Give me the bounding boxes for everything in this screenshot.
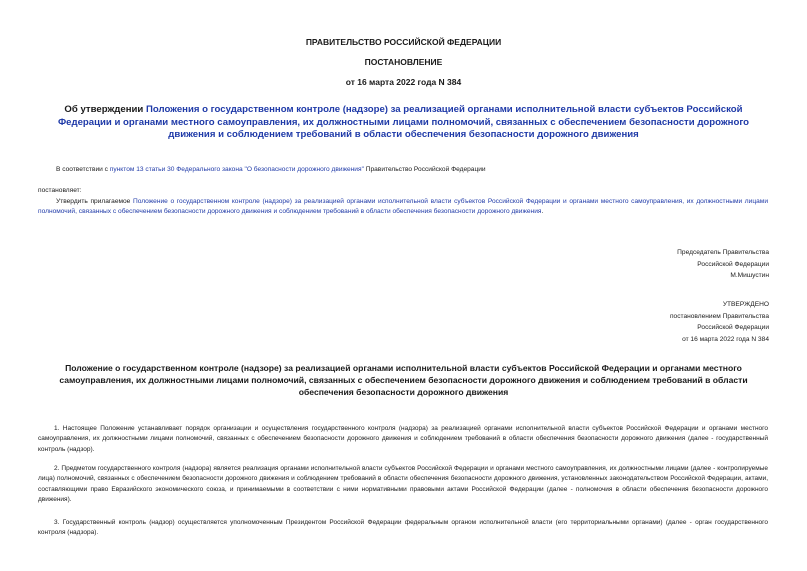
approved-country: Российской Федерации bbox=[697, 324, 769, 331]
signature-country: Российской Федерации bbox=[697, 260, 769, 268]
title-prefix: Об утверждении bbox=[64, 104, 146, 115]
title-regulation-link[interactable]: Положения о государственном контроле (надзоре) за реализацией органами исполнительной власти субъектов Российской Федерации и органами местного самоуправления, их должностными лицами полномочий, связанных с обеспечением безопасности дорожного движения и соблюдением требований в области обеспечения безопасности дорожного движения bbox=[57, 104, 750, 140]
regulation-item-3: 3. Государственный контроль (надзор) осуществляется уполномоченным Президентом Российской Федерации федеральным органом исполнительной власти (его территориальными органами) (далее - орган государственного контроля (надзора). bbox=[38, 519, 768, 537]
regulation-title: Положение о государственном контроле (надзоре) за реализацией органами исполнительной власти субъектов Российской Федерации и органами местного самоуправления, их должностными лицами полномочий, связанных с обеспечением безопасности дорожного движения и соблюдением требований в области обеспечения безопасности дорожного движения bbox=[59, 363, 748, 397]
document-title bbox=[40, 104, 767, 142]
decides-text: постановляет: bbox=[38, 187, 82, 194]
approve-suffix: . bbox=[541, 208, 544, 215]
document-type-heading: ПОСТАНОВЛЕНИЕ bbox=[364, 57, 443, 67]
approved-date: от 16 марта 2022 года N 384 bbox=[682, 335, 769, 343]
preamble-suffix: Правительство Российской Федерации bbox=[363, 166, 486, 173]
regulation-link[interactable]: Положение о государственном контроле (надзоре) за реализацией органами исполнительной власти субъектов Российской Федерации и органами местного самоуправления, их должностными лицами полномочий, связанных с обеспечением безопасности дорожного движения и соблюдением требований в области обеспечения безопасности дорожного движения bbox=[38, 198, 768, 215]
approved-label: УТВЕРЖДЕНО bbox=[722, 301, 769, 308]
approve-paragraph bbox=[38, 197, 768, 217]
signature-name: М.Мишустин bbox=[730, 272, 769, 279]
signature-block bbox=[677, 247, 769, 282]
government-heading: ПРАВИТЕЛЬСТВО РОССИЙСКОЙ ФЕДЕРАЦИИ bbox=[305, 37, 502, 47]
approve-prefix: Утвердить прилагаемое bbox=[56, 198, 133, 205]
regulation-item-1: 1. Настоящее Положение устанавливает порядок организации и осуществления государственного контроля (надзора) за реализацией органами исполнительной власти субъектов Российской Федерации и органами местного самоуправления, их должностными лицами полномочий, связанных с обеспечением безопасности дорожного движения и соблюдением требований в области обеспечения безопасности дорожного движения (далее - государственный контроль (надзор). bbox=[38, 425, 768, 453]
federal-law-link[interactable]: пунктом 13 статьи 30 Федерального закона "О безопасности дорожного движения" bbox=[109, 166, 364, 173]
approval-stamp-block bbox=[670, 299, 769, 345]
preamble-paragraph bbox=[56, 165, 776, 175]
regulation-item-2: 2. Предметом государственного контроля (надзора) является реализация органами исполнительной власти субъектов Российской Федерации и органами местного самоуправления, их должностными лицами (далее - контролируемые лица) полномочий, связанных с обеспечением безопасности дорожного движения и соблюдением требований в области обеспечения безопасности дорожного движения, установленных законодательством Российской Федерации, актами, составляющими право Евразийского экономического союза, и принимаемыми в соответствии с ними нормативными правовыми актами Российской Федерации (далее - полномочия в области обеспечения безопасности дорожного движения). bbox=[38, 465, 768, 504]
preamble-prefix: В соответствии с bbox=[56, 166, 110, 173]
date-number-heading: от 16 марта 2022 года N 384 bbox=[345, 77, 462, 87]
approved-by: постановлением Правительства bbox=[669, 312, 769, 320]
signature-position: Председатель Правительства bbox=[677, 249, 769, 256]
